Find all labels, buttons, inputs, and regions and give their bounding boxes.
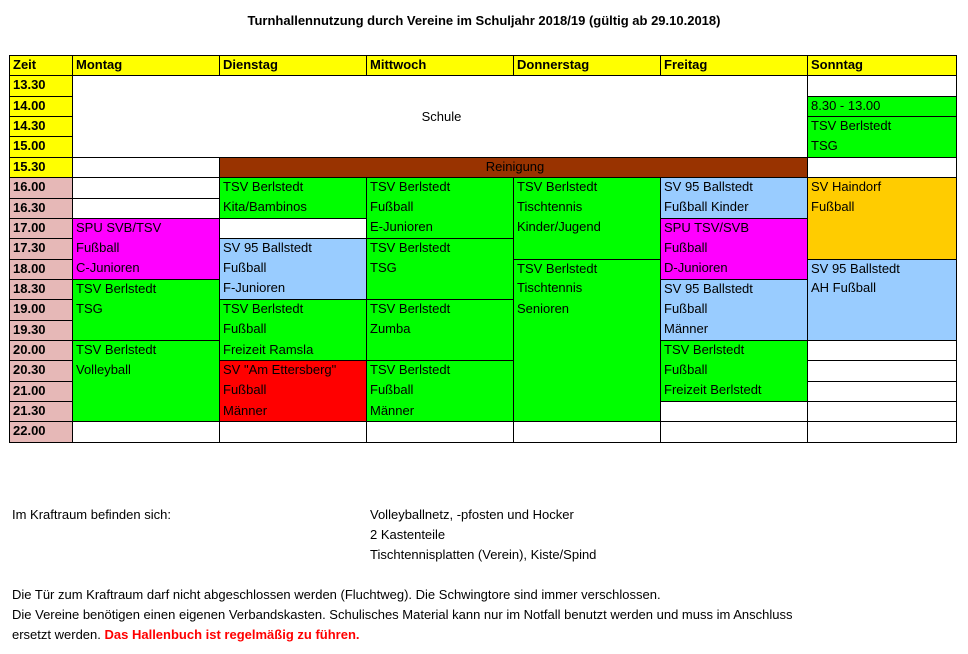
thu-a-line: TSV Berlstedt [514, 178, 661, 198]
time-cell: 17.00 [10, 218, 73, 238]
thu-b-fill [514, 320, 661, 340]
time-cell: 18.00 [10, 259, 73, 279]
sun-c-line: AH Fußball [808, 279, 957, 299]
sun-b-fill [808, 239, 957, 259]
page-title: Turnhallennutzung durch Vereine im Schuljahr 2018/19 (gültig ab 29.10.2018) [247, 13, 721, 28]
note-line: Die Vereine benötigen einen eigenen Verbandskasten. Schulisches Material kann nur im Notfall benutzt werden und muss im Anschluss [12, 607, 793, 622]
wed-c-line: Zumba [367, 320, 514, 340]
empty-cell [808, 381, 957, 401]
kraftraum-item: Volleyballnetz, -pfosten und Hocker [370, 507, 574, 522]
empty-cell [73, 157, 220, 177]
wed-d-line: Fußball [367, 381, 514, 401]
time-cell: 20.30 [10, 361, 73, 381]
tue-c-line: TSV Berlstedt [220, 300, 367, 320]
time-cell: 21.30 [10, 402, 73, 422]
header-day: Dienstag [220, 56, 367, 76]
wed-b-fill [367, 279, 514, 299]
wed-b-line: TSG [367, 259, 514, 279]
wed-b-line: TSV Berlstedt [367, 239, 514, 259]
note-line-3 [12, 625, 792, 645]
empty-cell [808, 422, 957, 443]
sun-a-line: TSG [808, 137, 957, 157]
table-row [10, 381, 957, 401]
time-cell: 16.00 [10, 178, 73, 198]
time-cell: 17.30 [10, 239, 73, 259]
mon-c-line: TSV Berlstedt [73, 341, 220, 361]
reinigung-block: Reinigung [220, 157, 808, 177]
kraftraum-item: 2 Kastenteile [370, 527, 446, 542]
notes-block [12, 585, 792, 645]
fri-d-line: TSV Berlstedt [661, 341, 808, 361]
time-cell: 15.30 [10, 157, 73, 177]
mon-a-line: C-Junioren [73, 259, 220, 279]
thu-a-line: Kinder/Jugend [514, 218, 661, 238]
mon-c-fill [73, 381, 220, 401]
empty-cell [808, 76, 957, 96]
tue-d-line: SV "Am Ettersberg" [220, 361, 367, 381]
sun-b-fill [808, 218, 957, 238]
empty-cell [808, 157, 957, 177]
sun-c-line: SV 95 Ballstedt [808, 259, 957, 279]
header-day: Mittwoch [367, 56, 514, 76]
sun-b-line: Fußball [808, 198, 957, 218]
thu-b-fill [514, 341, 661, 361]
tue-d-line: Männer [220, 402, 367, 422]
sun-c-fill [808, 320, 957, 340]
time-cell: 20.00 [10, 341, 73, 361]
thu-a-fill [514, 239, 661, 259]
wed-a-line: TSV Berlstedt [367, 178, 514, 198]
tue-a-line: TSV Berlstedt [220, 178, 367, 198]
fri-c-line: Männer [661, 320, 808, 340]
header-day: Sonntag [808, 56, 957, 76]
header-day: Montag [73, 56, 220, 76]
table-row [10, 198, 957, 218]
tue-c-line: Fußball [220, 320, 367, 340]
fri-c-line: Fußball [661, 300, 808, 320]
table-row [10, 361, 957, 381]
note-line: ersetzt werden. [12, 627, 105, 642]
kraftraum-label: Im Kraftraum befinden sich: [12, 507, 171, 522]
sun-a-line: TSV Berlstedt [808, 117, 957, 137]
thu-b-line: Senioren [514, 300, 661, 320]
kraftraum-list [370, 505, 596, 565]
wed-c-line: TSV Berlstedt [367, 300, 514, 320]
tue-c-line: Freizeit Ramsla [220, 341, 367, 361]
table-row [10, 218, 957, 238]
time-cell: 18.30 [10, 279, 73, 299]
table-row [10, 178, 957, 198]
thu-b-fill [514, 361, 661, 381]
empty-cell [661, 422, 808, 443]
time-cell: 14.00 [10, 96, 73, 116]
empty-cell [808, 361, 957, 381]
table-row [10, 279, 957, 299]
tue-d-line: Fußball [220, 381, 367, 401]
mon-a-line: SPU SVB/TSV [73, 218, 220, 238]
thu-a-line: Tischtennis [514, 198, 661, 218]
empty-cell [514, 422, 661, 443]
thu-b-line: Tischtennis [514, 279, 661, 299]
empty-cell [73, 178, 220, 198]
time-cell: 19.30 [10, 320, 73, 340]
table-row [10, 341, 957, 361]
table-row [10, 239, 957, 259]
time-cell: 21.00 [10, 381, 73, 401]
time-cell: 16.30 [10, 198, 73, 218]
fri-d-line: Fußball [661, 361, 808, 381]
wed-a-line: E-Junioren [367, 218, 514, 238]
empty-cell [661, 402, 808, 422]
empty-cell [367, 422, 514, 443]
sun-c-fill [808, 300, 957, 320]
empty-cell [73, 198, 220, 218]
mon-c-line: Volleyball [73, 361, 220, 381]
thu-b-fill [514, 381, 661, 401]
time-cell: 15.00 [10, 137, 73, 157]
fri-a-line: Fußball Kinder [661, 198, 808, 218]
table-row [10, 422, 957, 443]
tue-b-line: Fußball [220, 259, 367, 279]
mon-b-line: TSV Berlstedt [73, 279, 220, 299]
table-row [10, 320, 957, 340]
thu-b-line: TSV Berlstedt [514, 259, 661, 279]
mon-b-fill [73, 320, 220, 340]
empty-cell [808, 341, 957, 361]
hallenbuch-highlight: Das Hallenbuch ist regelmäßig zu führen. [104, 627, 360, 642]
mon-c-fill [73, 402, 220, 422]
table-header-row [10, 56, 957, 76]
fri-b-line: Fußball [661, 239, 808, 259]
time-cell: 14.30 [10, 117, 73, 137]
fri-b-line: SPU TSV/SVB [661, 218, 808, 238]
note-line: Die Tür zum Kraftraum darf nicht abgeschlossen werden (Fluchtweg). Die Schwingtore sind immer verschlossen. [12, 587, 661, 602]
fri-c-line: SV 95 Ballstedt [661, 279, 808, 299]
kraftraum-item: Tischtennisplatten (Verein), Kiste/Spind [370, 547, 597, 562]
thu-b-fill [514, 402, 661, 422]
empty-cell [220, 422, 367, 443]
wed-d-line: Männer [367, 402, 514, 422]
sun-b-line: SV Haindorf [808, 178, 957, 198]
empty-cell [220, 218, 367, 238]
table-row [10, 76, 957, 96]
empty-cell [73, 422, 220, 443]
schule-block: Schule [73, 76, 808, 157]
sun-a-line: 8.30 - 13.00 [808, 96, 957, 116]
schedule-table [9, 55, 957, 443]
table-row [10, 259, 957, 279]
wed-c-fill [367, 341, 514, 361]
empty-cell [808, 402, 957, 422]
mon-b-line: TSG [73, 300, 220, 320]
fri-b-line: D-Junioren [661, 259, 808, 279]
header-zeit: Zeit [10, 56, 73, 76]
tue-b-line: SV 95 Ballstedt [220, 239, 367, 259]
table-row [10, 402, 957, 422]
tue-a-line: Kita/Bambinos [220, 198, 367, 218]
table-row [10, 157, 957, 177]
time-cell: 19.00 [10, 300, 73, 320]
header-day: Donnerstag [514, 56, 661, 76]
fri-d-line: Freizeit Berlstedt [661, 381, 808, 401]
wed-d-line: TSV Berlstedt [367, 361, 514, 381]
header-day: Freitag [661, 56, 808, 76]
fri-a-line: SV 95 Ballstedt [661, 178, 808, 198]
table-row [10, 300, 957, 320]
mon-a-line: Fußball [73, 239, 220, 259]
time-cell: 13.30 [10, 76, 73, 96]
time-cell: 22.00 [10, 422, 73, 443]
tue-b-line: F-Junioren [220, 279, 367, 299]
wed-a-line: Fußball [367, 198, 514, 218]
